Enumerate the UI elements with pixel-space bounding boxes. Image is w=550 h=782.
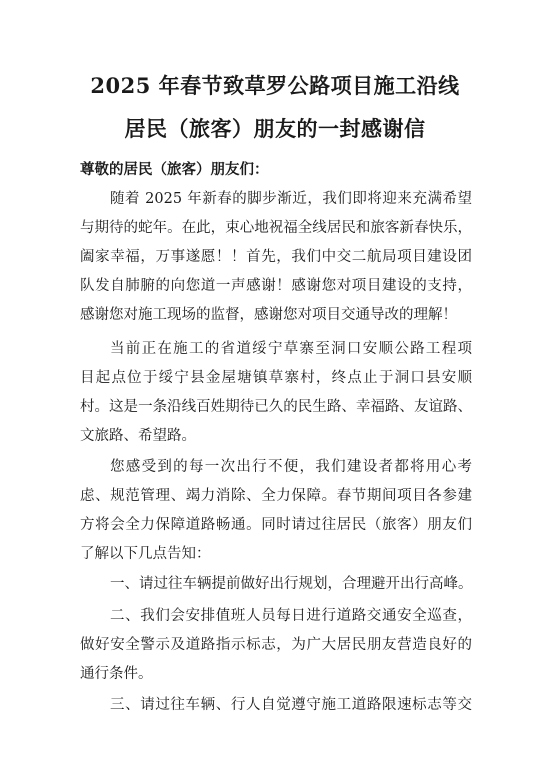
paragraph-line: 文旅路、希望路。	[80, 428, 196, 444]
salutation: 尊敬的居民（旅客）朋友们：	[80, 161, 269, 178]
paragraph-line: 三、请过往车辆、行人自觉遵守施工道路限速标志等交	[110, 697, 472, 713]
paragraph-line: 您感受到的每一次出行不便，我们建设者都将用心考	[110, 459, 472, 475]
paragraph-line: 做好安全警示及道路指示标志，为广大居民朋友营造良好的	[80, 637, 472, 653]
paragraph-line: 通行条件。	[80, 666, 153, 682]
paragraph-line: 目起点位于绥宁县金屋塘镇草寨村，终点止于洞口县安顺	[80, 370, 472, 386]
paragraph-line: 阖家幸福，万事遂愿！！首先，我们中交二航局项目建设团	[80, 249, 472, 265]
paragraph-line: 二、我们会安排值班人员每日进行道路交通安全巡查，	[110, 608, 472, 624]
paragraph-line: 一、请过往车辆提前做好出行规划，合理避开出行高峰。	[110, 576, 473, 592]
paragraph-line: 与期待的蛇年。在此，束心地祝福全线居民和旅客新春快乐，	[80, 220, 472, 236]
paragraph-line: 村。这是一条沿线百姓期待已久的民生路、幸福路、友谊路、	[80, 399, 472, 415]
letter-title-line-1: 2025 年春节致草罗公路项目施工沿线	[90, 73, 460, 98]
letter-title-line-2: 居民（旅客）朋友的一封感谢信	[124, 116, 426, 141]
paragraph-line: 虑、规范管理、竭力消除、全力保障。春节期间项目各参建	[80, 488, 472, 504]
paragraph-line: 方将会全力保障道路畅通。同时请过往居民（旅客）朋友们	[80, 517, 472, 533]
paragraph-line: 了解以下几点告知：	[80, 546, 211, 562]
paragraph-line: 随着 2025 年新春的脚步渐近，我们即将迎来充满希望	[110, 191, 472, 207]
paragraph-line: 感谢您对施工现场的监督，感谢您对项目交通导改的理解！	[80, 307, 457, 323]
paragraph-line: 当前正在施工的省道绥宁草寨至洞口安顺公路工程项	[110, 341, 472, 357]
paragraph-line: 队发自肺腑的向您道一声感谢！感谢您对项目建设的支持，	[80, 278, 472, 294]
